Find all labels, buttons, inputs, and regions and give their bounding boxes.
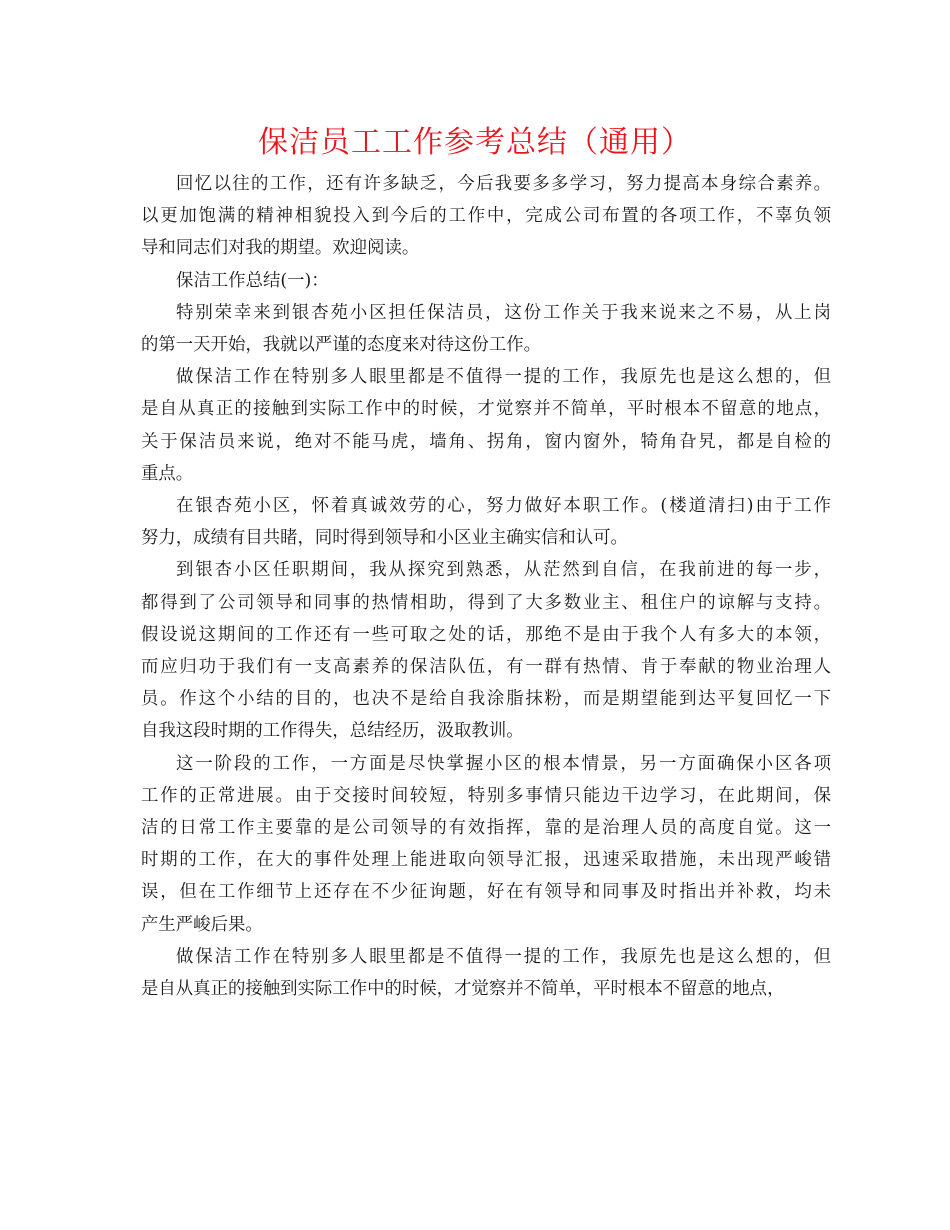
paragraph <box>141 168 831 265</box>
paragraph <box>141 554 831 747</box>
document-body <box>141 168 831 1005</box>
paragraph <box>141 748 831 941</box>
paragraph-line: 到银杏小区任职期间，我从探究到熟悉，从茫然到自信，在我前进的每一步， <box>176 560 831 581</box>
paragraph-line: 假设说这期间的工作还有一些可取之处的话，那绝不是由于我个人有多大的本领， <box>141 624 831 645</box>
paragraph-line: 工作的正常进展。由于交接时间较短，特别多事情只能边干边学习，在此期间，保 <box>141 785 831 806</box>
paragraph-line: 重点。 <box>141 463 194 484</box>
paragraph <box>141 361 831 490</box>
paragraph-line: 努力，成绩有目共睹，同时得到领导和小区业主确实信和认可。 <box>141 528 628 549</box>
paragraph <box>141 941 831 1005</box>
paragraph-line: 误，但在工作细节上还存在不少征询题，好在有领导和同事及时指出并补救，均未 <box>141 882 831 903</box>
paragraph-line: 是自从真正的接触到实际工作中的时候，才觉察并不简单，平时根本不留意的地点， <box>141 979 785 1000</box>
paragraph-line: 而应归功于我们有一支高素养的保洁队伍，有一群有热情、肯于奉献的物业治理人 <box>141 657 831 678</box>
paragraph-line: 时期的工作，在大的事件处理上能进取向领导汇报，迅速采取措施，未出现严峻错 <box>141 850 831 871</box>
paragraph-line: 员。作这个小结的目的，也决不是给自我涂脂抹粉，而是期望能到达平复回忆一下 <box>141 689 831 710</box>
paragraph-line: 产生严峻后果。 <box>141 914 263 935</box>
paragraph-line: 回忆以往的工作，还有许多缺乏，今后我要多多学习，努力提高本身综合素养。 <box>176 174 831 194</box>
paragraph-line: 的第一天开始，我就以严谨的态度来对待这份工作。 <box>141 335 541 356</box>
paragraph-line: 特别荣幸来到银杏苑小区担任保洁员，这份工作关于我来说来之不易，从上岗 <box>176 302 831 323</box>
document-title: 保洁员工工作参考总结（通用） <box>258 125 692 160</box>
paragraph-line: 这一阶段的工作，一方面是尽快掌握小区的根本情景，另一方面确保小区各项 <box>176 753 831 774</box>
paragraph-line: 关于保洁员来说，绝对不能马虎，墙角、拐角，窗内窗外，犄角旮旯，都是自检的 <box>141 431 831 452</box>
paragraph-line: 做保洁工作在特别多人眼里都是不值得一提的工作，我原先也是这么想的，但 <box>176 367 831 388</box>
paragraph-line: 保洁工作总结(一)： <box>176 270 329 291</box>
paragraph-line: 做保洁工作在特别多人眼里都是不值得一提的工作，我原先也是这么想的，但 <box>176 946 831 967</box>
paragraph <box>141 490 831 554</box>
paragraph <box>141 297 831 361</box>
paragraph-line: 以更加饱满的精神相貌投入到今后的工作中，完成公司布置的各项工作，不辜负领 <box>141 206 831 227</box>
paragraph-line: 导和同志们对我的期望。欢迎阅读。 <box>141 238 420 259</box>
paragraph-line: 在银杏苑小区，怀着真诚效劳的心，努力做好本职工作。(楼道清扫)由于工作 <box>176 496 831 517</box>
paragraph-line: 自我这段时期的工作得失，总结经历，汲取教训。 <box>141 721 524 742</box>
paragraph-line: 洁的日常工作主要靠的是公司领导的有效指挥，靠的是治理人员的高度自觉。这一 <box>141 818 831 839</box>
paragraph-line: 是自从真正的接触到实际工作中的时候，才觉察并不简单，平时根本不留意的地点， <box>141 399 831 420</box>
paragraph-line: 都得到了公司领导和同事的热情相助，得到了大多数业主、租住户的谅解与支持。 <box>141 592 831 613</box>
paragraph <box>141 265 831 297</box>
